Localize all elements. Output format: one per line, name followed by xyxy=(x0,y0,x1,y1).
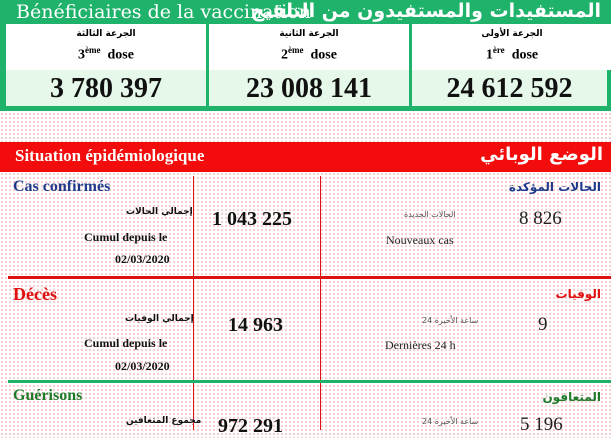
deaths-new-value: 9 xyxy=(538,314,548,335)
vaccination-header xyxy=(0,0,611,24)
confirmed-cumul-fr: Cumul depuis le xyxy=(84,230,168,244)
recovered-new-ar: 24 ساعة الأخيرة xyxy=(422,417,479,426)
dose-1-label-fr: 1ère dose xyxy=(485,45,539,63)
dose-3-value: 3 780 397 xyxy=(6,70,206,106)
recovered-label-fr: Guérisons xyxy=(13,387,83,404)
deaths-underline xyxy=(8,380,611,383)
deaths-label-fr: Décès xyxy=(13,284,57,304)
vaccination-title-fr: Bénéficiaires de la vaccination xyxy=(16,1,311,23)
confirmed-cumul-date: 02/03/2020 xyxy=(115,252,170,266)
confirmed-new-value: 8 826 xyxy=(519,208,562,229)
recovered-new-value: 5 196 xyxy=(520,414,563,435)
dose-2-value: 23 008 141 xyxy=(209,70,409,106)
dose-2-label-fr: 2ème dose xyxy=(281,45,337,63)
deaths-cumul-value: 14 963 xyxy=(228,314,283,336)
confirmed-underline xyxy=(8,276,611,279)
column-divider-left xyxy=(193,176,194,430)
dose-1-label-ar: الجرعة الأولى xyxy=(481,29,543,39)
confirmed-cumul-value: 1 043 225 xyxy=(212,208,292,230)
dose-2-label-ar: الجرعة الثانية xyxy=(279,29,339,39)
dose-1-label xyxy=(412,24,611,70)
recovered-cumul-ar: مجموع المتعافين xyxy=(126,416,202,426)
deaths-new-ar: 24 ساعة الأخيرة xyxy=(422,316,479,325)
vaccination-title-ar: المستفيدات والمستفيدون من التلقيح xyxy=(250,0,601,22)
deaths-cumul-fr: Cumul depuis le xyxy=(84,336,168,350)
deaths-cumul-ar: إجمالي الوفيات xyxy=(125,314,194,324)
recovered-label-ar: المتعافون xyxy=(542,390,601,404)
epidemic-header xyxy=(0,142,611,172)
dose-3-label xyxy=(6,24,206,70)
dose-2-label xyxy=(209,24,409,70)
confirmed-label-ar: الحالات المؤكدة xyxy=(508,180,601,194)
epidemic-title-fr: Situation épidémiologique xyxy=(15,146,205,165)
confirmed-cumul-ar: إجمالي الحالات xyxy=(126,207,193,217)
dose-3-label-fr: 3ème dose xyxy=(78,45,134,63)
deaths-label-ar: الوفيات xyxy=(555,287,601,301)
column-divider-mid xyxy=(320,176,321,430)
dose-3-label-ar: الجرعة الثالثة xyxy=(76,29,136,39)
recovered-cumul-value: 972 291 xyxy=(218,415,283,437)
epidemic-title-ar: الوضع الوبائي xyxy=(480,144,603,165)
confirmed-new-ar: الحالات الجديدة xyxy=(404,210,456,219)
deaths-new-fr: Dernières 24 h xyxy=(385,338,456,352)
confirmed-new-fr: Nouveaux cas xyxy=(386,233,454,247)
dose-1-value: 24 612 592 xyxy=(412,70,607,106)
deaths-cumul-date: 02/03/2020 xyxy=(115,359,170,373)
confirmed-label-fr: Cas confirmés xyxy=(13,178,111,195)
